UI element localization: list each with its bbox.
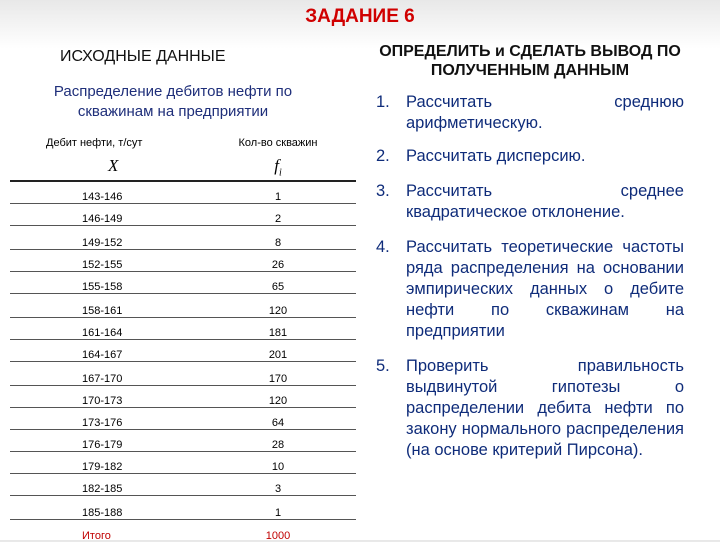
- well-count-cell: 120: [268, 395, 288, 407]
- source-data-heading: ИСХОДНЫЕ ДАННЫЕ: [60, 48, 226, 65]
- task-number: 3.: [376, 182, 390, 200]
- task-list: [376, 92, 684, 475]
- task-text: Проверить правильность выдвинутой гипотезы о распределении дебита нефти по закону нормального распределения (на основе критерий Пирсона).: [406, 357, 684, 459]
- data-table: [10, 136, 356, 542]
- source-data-subheading: Распределение дебитов нефти по скважинам на предприятии: [53, 83, 293, 120]
- total-value: 1000: [265, 529, 291, 542]
- col2-header-cell: [200, 136, 356, 181]
- yield-range-cell: 161-164: [82, 327, 123, 339]
- task-number: 1.: [376, 93, 390, 111]
- task-text: Рассчитать теоретические частоты ряда распределения на основании эмпирических данных о дебите нефти по скважинам на предприятии: [406, 238, 684, 340]
- yield-range-cell: 185-188: [82, 507, 123, 519]
- data-table-body: [10, 181, 356, 542]
- task-number: 4.: [376, 238, 390, 256]
- well-count-cell: 181: [268, 327, 288, 339]
- yield-range-cell: 176-179: [82, 439, 123, 451]
- yield-range-cell: 152-155: [82, 259, 123, 271]
- yield-range-cell: 149-152: [82, 237, 123, 249]
- yield-range-cell: 179-182: [82, 461, 123, 473]
- col2-header: Кол-во скважин: [238, 137, 318, 149]
- total-row: [10, 520, 356, 542]
- yield-range-cell: 182-185: [82, 483, 123, 495]
- col1-symbol: X: [108, 156, 119, 175]
- task-item: [376, 356, 684, 461]
- well-count-cell: 1: [274, 507, 282, 519]
- well-count-cell: 65: [271, 281, 285, 293]
- table-row: [10, 408, 356, 430]
- well-count-cell: 3: [274, 483, 282, 495]
- task-number: 5.: [376, 357, 390, 375]
- yield-range-cell: 164-167: [82, 349, 123, 361]
- yield-range-cell: 155-158: [82, 281, 123, 293]
- col2-symbol: [200, 156, 356, 178]
- well-count-cell: 64: [271, 417, 285, 429]
- task-text: Рассчитать среднее квадратическое отклонение.: [406, 182, 684, 221]
- col1-header-cell: [10, 136, 200, 181]
- total-label: Итого: [82, 529, 111, 542]
- yield-range-cell: 146-149: [82, 213, 123, 225]
- table-row: [10, 452, 356, 474]
- table-row: [10, 386, 356, 408]
- yield-range-cell: 173-176: [82, 417, 123, 429]
- table-row: [10, 340, 356, 362]
- task-text: Рассчитать дисперсию.: [406, 147, 586, 165]
- well-count-cell: 170: [268, 373, 288, 385]
- table-row: [10, 362, 356, 386]
- table-row: [10, 474, 356, 496]
- table-row: [10, 226, 356, 250]
- yield-range-cell: 167-170: [82, 373, 123, 385]
- table-row: [10, 430, 356, 452]
- task-text: Рассчитать среднюю арифметическую.: [406, 93, 684, 132]
- well-count-cell: 201: [268, 349, 288, 361]
- well-count-cell: 120: [268, 305, 288, 317]
- well-count-cell: 2: [274, 213, 282, 225]
- task-number: 2.: [376, 147, 390, 165]
- table-row: [10, 181, 356, 204]
- table-row: [10, 294, 356, 318]
- yield-range-cell: 143-146: [82, 191, 123, 203]
- yield-range-cell: 170-173: [82, 395, 123, 407]
- well-count-cell: 28: [271, 439, 285, 451]
- task-heading: ОПРЕДЕЛИТЬ и СДЕЛАТЬ ВЫВОД ПО ПОЛУЧЕННЫМ ДАННЫМ: [379, 43, 681, 79]
- col1-header: Дебит нефти, т/сут: [46, 137, 143, 149]
- table-row: [10, 496, 356, 520]
- col2-symbol-sub: i: [278, 167, 282, 179]
- well-count-cell: 26: [271, 259, 285, 271]
- well-count-cell: 8: [274, 237, 282, 249]
- yield-range-cell: 158-161: [82, 305, 123, 317]
- task-item: [376, 181, 684, 223]
- col2-symbol-main: f: [274, 156, 279, 175]
- table-row: [10, 318, 356, 340]
- well-count-cell: 1: [274, 191, 282, 203]
- page-title: ЗАДАНИЕ 6: [305, 6, 415, 27]
- task-item: [376, 92, 684, 134]
- table-row: [10, 204, 356, 226]
- task-item: [376, 237, 684, 342]
- well-count-cell: 10: [271, 461, 285, 473]
- task-item: [376, 146, 684, 167]
- table-row: [10, 272, 356, 294]
- table-row: [10, 250, 356, 272]
